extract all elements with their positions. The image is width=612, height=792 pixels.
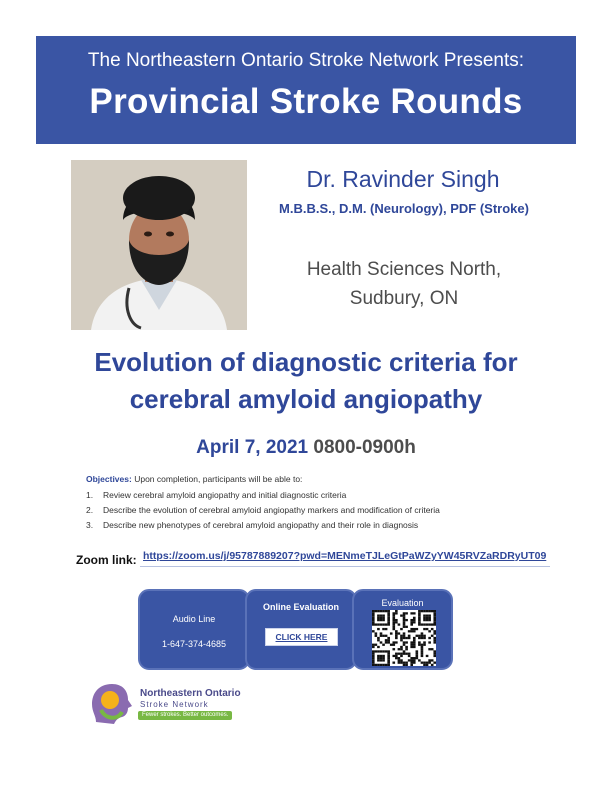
presenter-line: The Northeastern Ontario Stroke Network Presents: (87, 50, 525, 71)
qr-code-icon[interactable] (372, 610, 436, 666)
objectives-label: Objectives: (86, 474, 132, 484)
list-item-number: 2. (86, 505, 94, 515)
event-title: Provincial Stroke Rounds (89, 82, 523, 121)
audio-line-phone: 1-647-374-4685 (161, 639, 227, 649)
speaker-photo (71, 160, 247, 330)
list-item (86, 490, 576, 500)
speaker-name: Dr. Ravinder Singh (306, 166, 500, 192)
event-time: 0800-0900h (313, 437, 416, 458)
divider (140, 566, 550, 567)
speaker-location-line1: Health Sciences North, (306, 259, 502, 280)
objectives-section (86, 474, 576, 535)
talk-title-line1: Evolution of diagnostic criteria for (94, 347, 518, 377)
talk-title-line2: cerebral amyloid angiopathy (129, 384, 483, 414)
header-banner (36, 36, 576, 144)
talk-title (36, 344, 576, 418)
audio-line-title: Audio Line (172, 614, 216, 624)
zoom-label: Zoom link: (76, 553, 137, 567)
click-here-button[interactable]: CLICK HERE (265, 628, 338, 646)
list-item-number: 1. (86, 490, 94, 500)
evaluation-card (352, 589, 453, 670)
objectives-intro: Upon completion, participants will be able to: (134, 474, 303, 484)
logo-name: Northeastern Ontario (140, 688, 241, 699)
zoom-link[interactable]: https://zoom.us/j/95787889207?pwd=MENmeTJLeGtPaWZyYW45RVZaRDRyUT09 (143, 550, 547, 562)
online-evaluation-card (245, 589, 357, 670)
evaluation-title: Evaluation (381, 598, 424, 608)
online-evaluation-title: Online Evaluation (262, 602, 339, 612)
list-item (86, 505, 576, 515)
list-item-text: Review cerebral amyloid angiopathy and initial diagnostic criteria (103, 490, 347, 500)
network-logo (88, 680, 258, 728)
event-datetime (36, 437, 576, 459)
list-item (86, 520, 576, 530)
event-date: April 7, 2021 (196, 437, 309, 458)
objectives-list (86, 490, 576, 530)
logo-head-icon (88, 680, 136, 728)
audio-line-card (138, 589, 250, 670)
speaker-location-line2: Sudbury, ON (349, 288, 459, 309)
objectives-header (86, 474, 576, 484)
list-item-text: Describe the evolution of cerebral amyloid angiopathy markers and modification of criteria (103, 505, 440, 515)
logo-subname: Stroke Network (140, 700, 209, 709)
list-item-number: 3. (86, 520, 94, 530)
speaker-credentials: M.B.B.S., D.M. (Neurology), PDF (Stroke) (279, 201, 529, 216)
list-item-text: Describe new phenotypes of cerebral amyloid angiopathy and their role in diagnosis (103, 520, 419, 530)
logo-tagline: Fewer strokes. Better outcomes. (138, 711, 232, 720)
